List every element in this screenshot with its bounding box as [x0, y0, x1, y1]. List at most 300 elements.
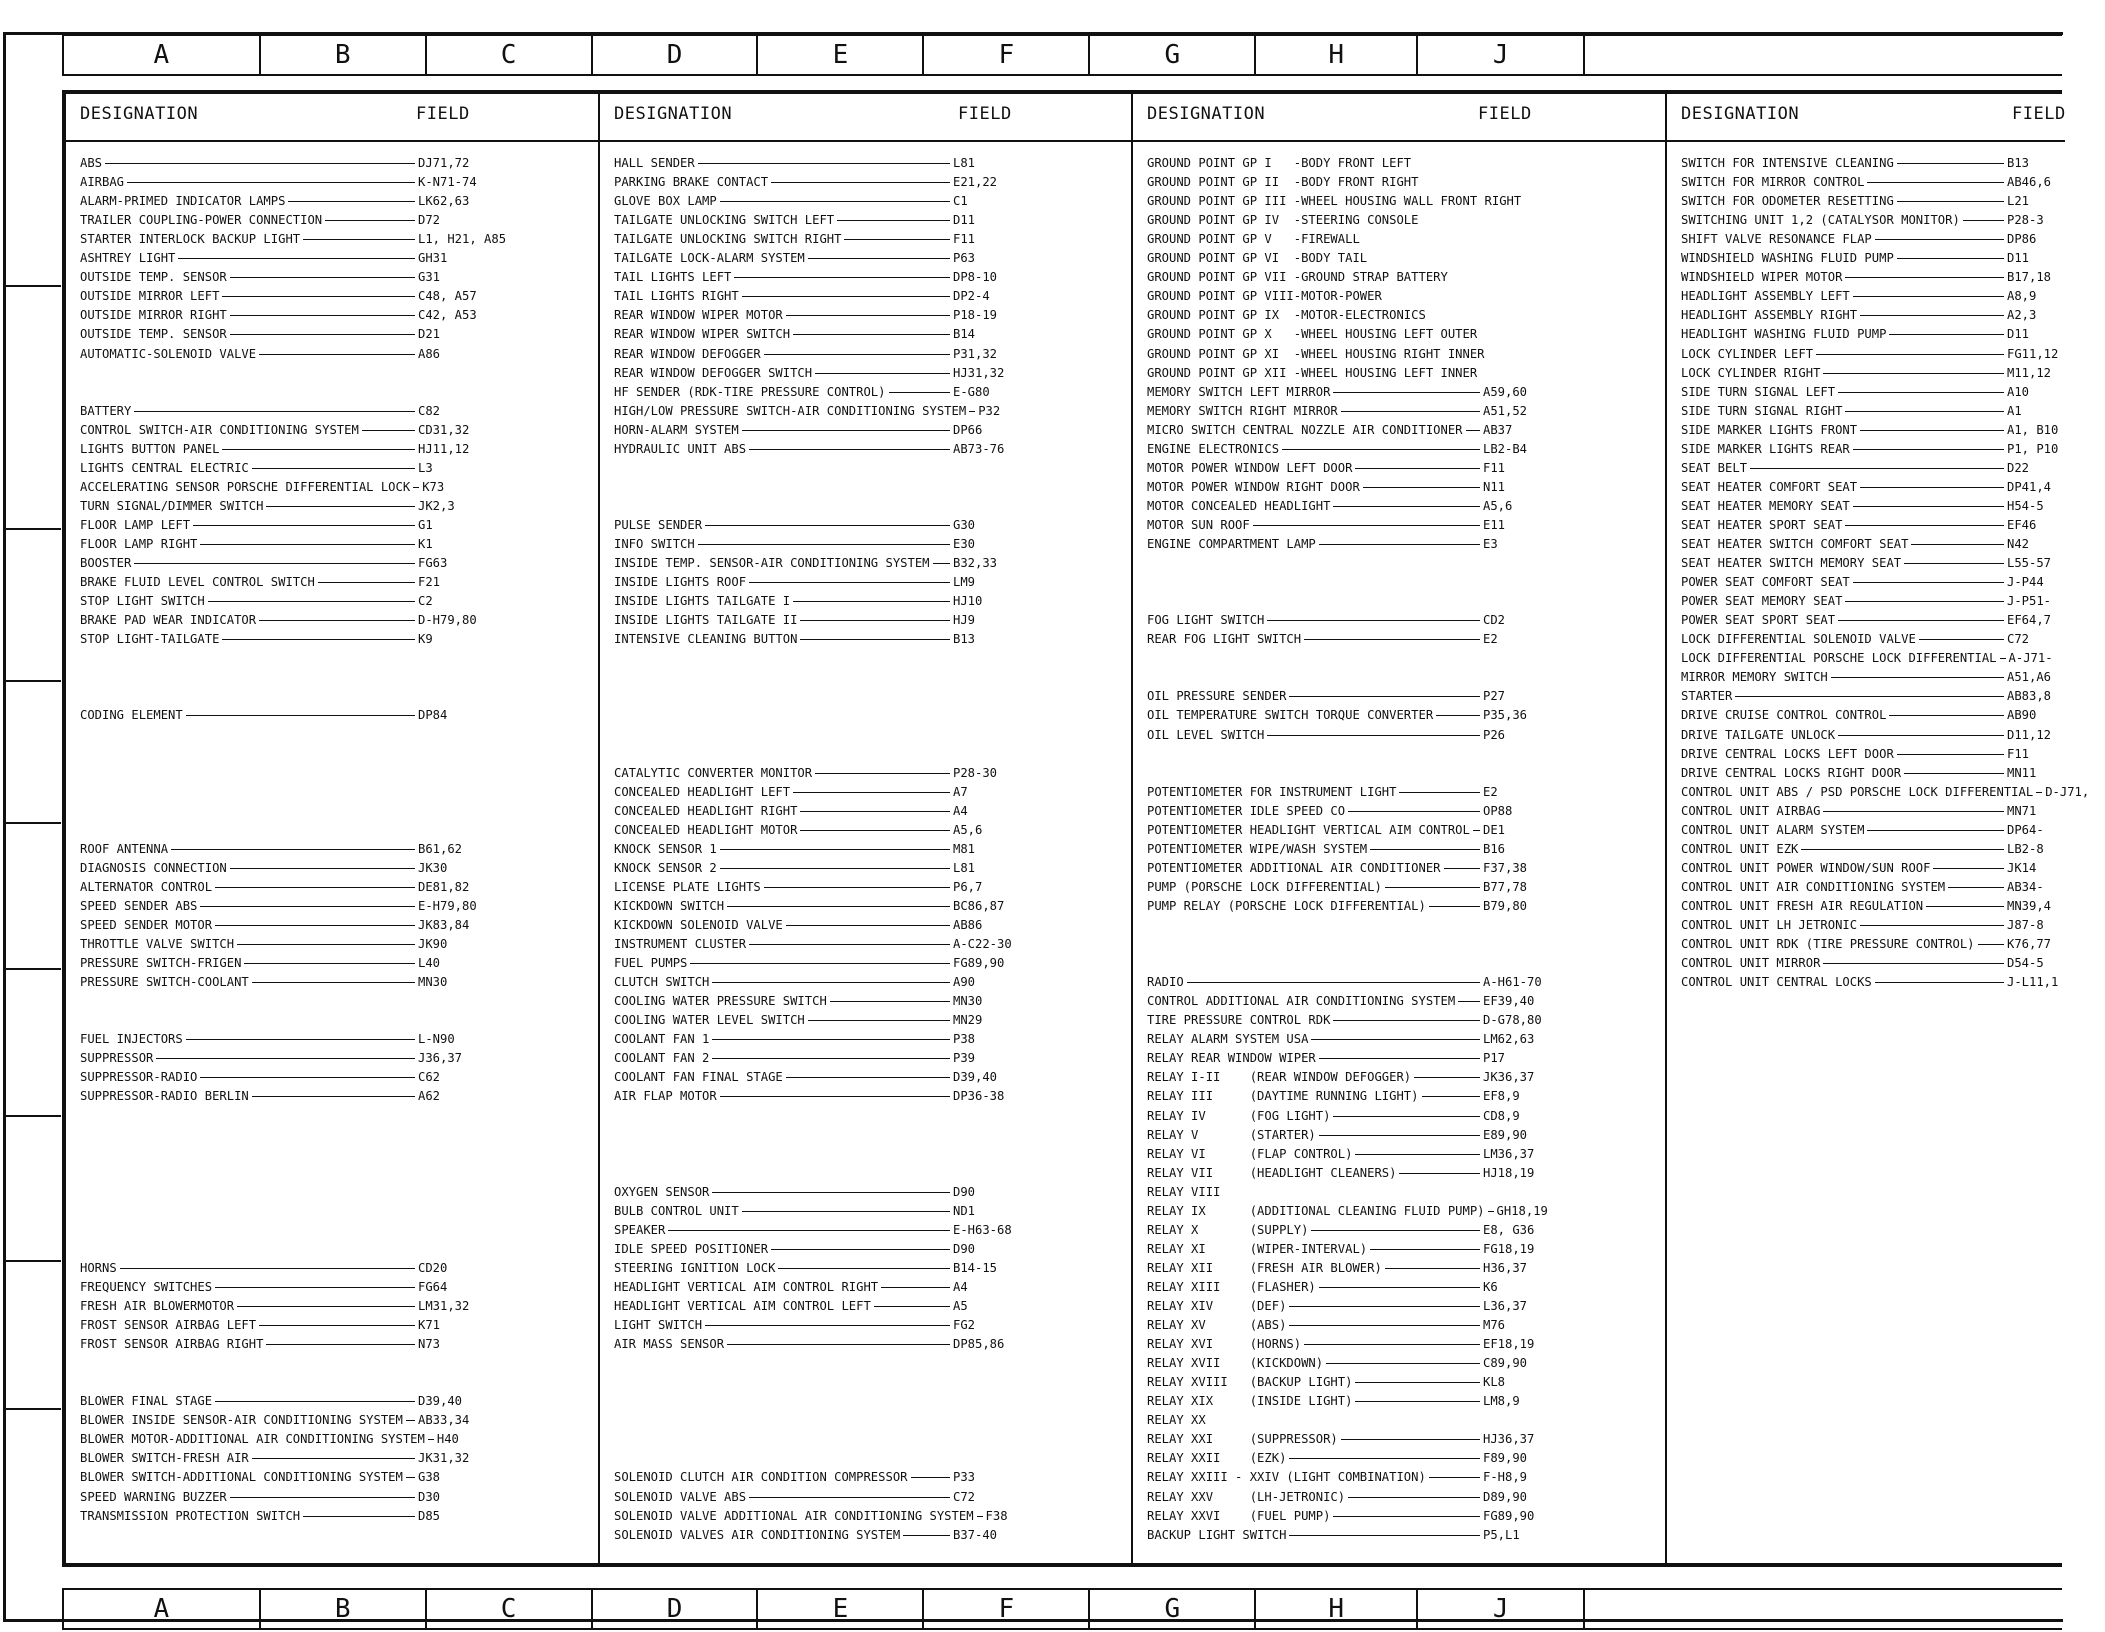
- index-entry: [1681, 897, 2067, 916]
- entry-field: DP2-4: [953, 289, 990, 304]
- entry-field: C42, A53: [418, 308, 477, 323]
- leader-line: [815, 773, 950, 774]
- index-entry: [1147, 478, 1543, 497]
- leader-line: [1429, 315, 1480, 316]
- index-entry: [80, 1468, 478, 1487]
- leader-line: [105, 163, 415, 164]
- index-entry: [1681, 611, 2067, 630]
- leader-line: [1488, 354, 1494, 355]
- index-entry: [80, 1449, 478, 1468]
- leader-line: [186, 1039, 415, 1040]
- entry-field: E-H63-68: [953, 1222, 1012, 1237]
- entry-designation: RELAY XX: [1147, 1413, 1206, 1428]
- index-entry: [1681, 859, 2067, 878]
- grid-letter-f: F: [924, 1590, 1090, 1628]
- index-entry: [1147, 1126, 1543, 1145]
- entry-designation: LOCK DIFFERENTIAL SOLENOID VALVE: [1681, 632, 1916, 647]
- entry-designation: POTENTIOMETER WIPE/WASH SYSTEM: [1147, 841, 1368, 856]
- index-entry: [80, 154, 478, 173]
- entry-field: DP64-: [2007, 822, 2044, 837]
- leader-line: [698, 544, 950, 545]
- entry-field: B17,18: [2007, 270, 2052, 285]
- leader-line: [186, 715, 415, 716]
- entry-field: LM8,9: [1483, 1394, 1520, 1409]
- entry-designation: COOLANT FAN 2: [614, 1051, 710, 1066]
- entry-designation: FROST SENSOR AIRBAG LEFT: [80, 1318, 257, 1333]
- leader-line: [1385, 296, 1480, 297]
- entry-field: DE81,82: [418, 879, 470, 894]
- entry-designation: BRAKE PAD WEAR INDICATOR: [80, 613, 257, 628]
- entry-designation: RELAY REAR WINDOW WIPER: [1147, 1051, 1316, 1066]
- index-entry: [1147, 154, 1543, 173]
- index-entry: [1681, 916, 2067, 935]
- entry-designation: ASHTREY LIGHT: [80, 251, 176, 266]
- entry-designation: ABS: [80, 156, 103, 170]
- entry-designation: SWITCH FOR ODOMETER RESETTING: [1681, 194, 1894, 209]
- entry-designation: SWITCH FOR INTENSIVE CLEANING: [1681, 156, 1894, 170]
- entry-designation: INSIDE LIGHTS TAILGATE II: [614, 613, 798, 628]
- entry-field: P39: [953, 1051, 976, 1066]
- leader-line: [837, 220, 950, 221]
- leader-line: [171, 849, 415, 850]
- index-entry: [1681, 154, 2067, 173]
- entry-field: B16: [1483, 841, 1506, 856]
- index-entry: [1147, 173, 1543, 192]
- entry-field: A2,3: [2007, 308, 2037, 323]
- leader-line: [881, 1287, 950, 1288]
- leader-line: [1933, 868, 2004, 869]
- index-entry: [614, 154, 1013, 173]
- column-header: [1667, 92, 2065, 142]
- leader-line: [1838, 392, 2004, 393]
- entry-field: CD31,32: [418, 422, 470, 437]
- entry-designation: RELAY VIII: [1147, 1184, 1221, 1199]
- index-entry: [1147, 402, 1543, 421]
- entry-designation: HORNS: [80, 1260, 117, 1275]
- entry-designation: ALTERNATOR CONTROL: [80, 879, 213, 894]
- entry-field: AB83,8: [2007, 689, 2052, 704]
- index-entry: [614, 897, 1013, 916]
- entry-designation: SOLENOID VALVES AIR CONDITIONING SYSTEM: [614, 1527, 901, 1542]
- entry-designation: TAILGATE LOCK-ALARM SYSTEM: [614, 251, 805, 266]
- leader-line: [178, 258, 415, 259]
- grid-letter-a: A: [64, 1590, 261, 1628]
- entry-field: P31,32: [953, 346, 998, 361]
- leader-line: [1311, 1230, 1480, 1231]
- entry-designation: RELAY XVIII (BACKUP LIGHT): [1147, 1375, 1353, 1390]
- entry-field: D-J71,: [2045, 784, 2090, 799]
- frame-tick: [3, 1115, 61, 1117]
- index-entry: [1147, 1392, 1543, 1411]
- entry-field: EF46: [2007, 517, 2037, 532]
- entry-designation: TAIL LIGHTS LEFT: [614, 270, 732, 285]
- index-entry: [614, 573, 1013, 592]
- entry-field: LB2-B4: [1483, 441, 1528, 456]
- leader-line: [252, 1096, 415, 1097]
- entry-field: J87-8: [2007, 918, 2044, 932]
- entry-designation: GROUND POINT GP IV -STEERING CONSOLE: [1147, 213, 1419, 228]
- entry-designation: ENGINE ELECTRONICS: [1147, 441, 1280, 456]
- index-entry: [1681, 249, 2067, 268]
- leader-line: [200, 1077, 415, 1078]
- entry-designation: MOTOR CONCEALED HEADLIGHT: [1147, 498, 1331, 513]
- entry-field: P17: [1483, 1051, 1506, 1066]
- index-entry: [1147, 1278, 1543, 1297]
- index-entry: [1147, 1221, 1543, 1240]
- leader-line: [800, 639, 950, 640]
- entry-field: A86: [418, 346, 441, 361]
- leader-line: [874, 1306, 950, 1307]
- entry-designation: RELAY VI (FLAP CONTROL): [1147, 1146, 1353, 1161]
- leader-line: [1823, 373, 2004, 374]
- leader-line: [1267, 735, 1480, 736]
- index-entry: [80, 535, 478, 554]
- index-entry: [80, 1068, 478, 1087]
- leader-line: [771, 1249, 950, 1250]
- index-entry: [1147, 1526, 1543, 1545]
- index-entry: [1147, 1430, 1543, 1449]
- entry-designation: MOTOR POWER WINDOW RIGHT DOOR: [1147, 479, 1360, 494]
- leader-line: [1860, 925, 2004, 926]
- entry-field: K1: [418, 537, 433, 551]
- entry-designation: SOLENOID VALVE ABS: [614, 1489, 747, 1504]
- entry-designation: LOCK DIFFERENTIAL PORSCHE LOCK DIFFERENTIAL: [1681, 651, 1997, 666]
- leader-line: [793, 601, 950, 602]
- entry-designation: RELAY XIV (DEF): [1147, 1299, 1287, 1313]
- entry-designation: TAILGATE UNLOCKING SWITCH RIGHT: [614, 232, 842, 247]
- entry-field: A8,9: [2007, 289, 2037, 304]
- entry-designation: WINDSHIELD WASHING FLUID PUMP: [1681, 251, 1894, 266]
- entry-field: P6,7: [953, 879, 983, 894]
- entry-designation: GROUND POINT GP XI -WHEEL HOUSING RIGHT INNER: [1147, 346, 1485, 361]
- entry-field: DP8-10: [953, 270, 998, 285]
- grid-reference-bottom: [62, 1588, 2062, 1630]
- entry-field: JK2,3: [418, 498, 455, 513]
- entry-designation: STOP LIGHT-TAILGATE: [80, 632, 220, 647]
- index-entry: [1147, 821, 1543, 840]
- index-entry: [614, 973, 1013, 992]
- entry-designation: AIRBAG: [80, 175, 125, 190]
- leader-line: [720, 1096, 950, 1097]
- designation-header: DESIGNATION: [1147, 104, 1266, 124]
- entry-field: DP84: [418, 708, 448, 723]
- frame-tick: [3, 1408, 61, 1410]
- entry-designation: RELAY XIX (INSIDE LIGHT): [1147, 1394, 1353, 1409]
- index-entry: [80, 440, 478, 459]
- entry-designation: RELAY ALARM SYSTEM USA: [1147, 1032, 1309, 1047]
- entry-field: AB86: [953, 918, 983, 932]
- entry-field: B13: [2007, 156, 2030, 170]
- index-entry: [1147, 287, 1543, 306]
- index-entry: [1681, 173, 2067, 192]
- leader-line: [933, 563, 950, 564]
- leader-line: [2000, 658, 2006, 659]
- entry-field: F-H8,9: [1483, 1470, 1528, 1485]
- entry-designation: KNOCK SENSOR 1: [614, 841, 717, 856]
- entry-designation: POWER SEAT MEMORY SEAT: [1681, 594, 1843, 609]
- leader-line: [156, 1058, 415, 1059]
- leader-line: [1816, 354, 2004, 355]
- entry-field: KL8: [1483, 1375, 1506, 1390]
- leader-line: [668, 1230, 950, 1231]
- index-entry: [614, 859, 1013, 878]
- index-entry: [1681, 192, 2067, 211]
- entry-designation: HALL SENDER: [614, 156, 695, 170]
- leader-line: [325, 220, 415, 221]
- designation-header: DESIGNATION: [614, 104, 733, 124]
- entry-field: A51,52: [1483, 403, 1528, 418]
- leader-line: [1875, 982, 2004, 983]
- leader-line: [259, 354, 415, 355]
- entry-field: F11: [1483, 460, 1506, 475]
- entry-field: A62: [418, 1089, 441, 1104]
- entry-designation: BACKUP LIGHT SWITCH: [1147, 1527, 1287, 1542]
- leader-line: [200, 906, 415, 907]
- entry-field: P38: [953, 1032, 976, 1047]
- entry-designation: LIGHTS BUTTON PANEL: [80, 441, 220, 456]
- entry-designation: RELAY XII (FRESH AIR BLOWER): [1147, 1260, 1382, 1275]
- leader-line: [1897, 754, 2004, 755]
- leader-line: [1867, 830, 2004, 831]
- entry-designation: OUTSIDE MIRROR LEFT: [80, 289, 220, 304]
- entry-field: D90: [953, 1241, 976, 1256]
- leader-line: [134, 411, 415, 412]
- leader-line: [1319, 1058, 1480, 1059]
- entry-field: F11: [2007, 746, 2030, 761]
- entry-field: E-H79,80: [418, 898, 477, 913]
- entry-designation: POWER SEAT COMFORT SEAT: [1681, 575, 1850, 590]
- index-entry: [614, 306, 1013, 325]
- entry-designation: TIRE PRESSURE CONTROL RDK: [1147, 1013, 1331, 1028]
- index-entry: [80, 1087, 478, 1106]
- leader-line: [1845, 601, 2004, 602]
- index-entry: [1147, 383, 1543, 402]
- index-entry: [614, 611, 1013, 630]
- entry-field: B37-40: [953, 1527, 998, 1542]
- index-entry: [614, 1507, 1013, 1526]
- entry-designation: CONTROL ADDITIONAL AIR CONDITIONING SYSTEM: [1147, 994, 1456, 1009]
- leader-line: [1282, 449, 1480, 450]
- entry-field: G31: [418, 270, 441, 285]
- index-entry: [614, 211, 1013, 230]
- leader-line: [1289, 1325, 1480, 1326]
- leader-line: [127, 182, 415, 183]
- entry-field: P26: [1483, 727, 1506, 742]
- leader-line: [230, 277, 415, 278]
- entry-designation: FREQUENCY SWITCHES: [80, 1279, 213, 1294]
- leader-line: [778, 1268, 950, 1269]
- index-entry: [1681, 573, 2067, 592]
- leader-line: [764, 887, 950, 888]
- entry-field: A90: [953, 975, 976, 990]
- leader-line: [808, 258, 950, 259]
- leader-line: [705, 525, 950, 526]
- grid-letter-blank: [1585, 36, 2062, 74]
- entry-designation: AIR FLAP MOTOR: [614, 1089, 717, 1104]
- index-entry: [80, 1430, 478, 1449]
- entry-field: MN30: [953, 994, 983, 1009]
- index-entry: [1681, 211, 2067, 230]
- index-entry: [1147, 345, 1543, 364]
- leader-line: [406, 1420, 415, 1421]
- entry-designation: MEMORY SWITCH LEFT MIRROR: [1147, 384, 1331, 399]
- leader-line: [288, 201, 415, 202]
- entry-designation: SUPPRESSOR-RADIO: [80, 1070, 198, 1085]
- entry-field: N42: [2007, 537, 2030, 551]
- entry-designation: COOLANT FAN FINAL STAGE: [614, 1070, 783, 1085]
- entry-designation: OIL PRESSURE SENDER: [1147, 689, 1287, 704]
- entry-designation: TRAILER COUPLING-POWER CONNECTION: [80, 213, 323, 228]
- leader-line: [1187, 982, 1480, 983]
- entry-field: D39,40: [953, 1070, 998, 1085]
- leader-line: [252, 468, 415, 469]
- leader-line: [252, 982, 415, 983]
- entry-field: K71: [418, 1318, 441, 1333]
- entry-field: C2: [418, 594, 433, 609]
- leader-line: [698, 163, 950, 164]
- entry-field: A1, B10: [2007, 422, 2059, 437]
- index-entry: [1147, 268, 1543, 287]
- entry-designation: RELAY XXV (LH-JETRONIC): [1147, 1489, 1346, 1504]
- entry-designation: KICKDOWN SWITCH: [614, 898, 725, 913]
- leader-line: [1355, 1154, 1480, 1155]
- entry-designation: RELAY XVII (KICKDOWN): [1147, 1356, 1324, 1371]
- leader-line: [1289, 1535, 1480, 1536]
- index-entry: [80, 192, 478, 211]
- entry-field: F21: [418, 575, 441, 590]
- leader-line: [1845, 411, 2004, 412]
- grid-letter-b: B: [261, 36, 427, 74]
- leader-line: [1823, 963, 2004, 964]
- entry-field: LM36,37: [1483, 1146, 1535, 1161]
- field-header: FIELD: [1478, 104, 1532, 124]
- leader-line: [230, 315, 415, 316]
- index-entry: [614, 383, 1013, 402]
- entry-designation: HEADLIGHT VERTICAL AIM CONTROL RIGHT: [614, 1279, 879, 1294]
- leader-line: [1348, 811, 1480, 812]
- entry-designation: INSIDE LIGHTS ROOF: [614, 575, 747, 590]
- entry-designation: RELAY I-II (REAR WINDOW DEFOGGER): [1147, 1070, 1412, 1085]
- entry-field: F11: [953, 232, 976, 247]
- column-header: [1133, 92, 1665, 142]
- index-entry: [80, 859, 478, 878]
- leader-line: [1333, 1516, 1480, 1517]
- entry-field: L55-57: [2007, 556, 2052, 571]
- index-entry: [1147, 840, 1543, 859]
- entry-designation: GROUND POINT GP V -FIREWALL: [1147, 232, 1360, 247]
- entry-designation: RELAY XXI (SUPPRESSOR): [1147, 1432, 1338, 1447]
- leader-line: [1801, 849, 2004, 850]
- entry-field: DP86: [2007, 232, 2037, 247]
- index-entry: [614, 1259, 1013, 1278]
- index-entry: [614, 764, 1013, 783]
- entry-designation: TURN SIGNAL/DIMMER SWITCH: [80, 498, 264, 513]
- leader-line: [1333, 1020, 1480, 1021]
- entry-designation: FUEL INJECTORS: [80, 1032, 183, 1047]
- designation-header: DESIGNATION: [80, 104, 199, 124]
- entry-field: AB90: [2007, 708, 2037, 723]
- leader-line: [1524, 201, 1530, 202]
- leader-line: [215, 1401, 415, 1402]
- entry-designation: BLOWER SWITCH-FRESH AIR: [80, 1451, 249, 1466]
- index-entry: [614, 1183, 1013, 1202]
- leader-line: [1897, 201, 2004, 202]
- index-entry: [614, 992, 1013, 1011]
- leader-line: [318, 582, 415, 583]
- entry-designation: STOP LIGHT SWITCH: [80, 594, 205, 609]
- index-entry: [1681, 497, 2067, 516]
- leader-line: [800, 830, 950, 831]
- entry-designation: WINDSHIELD WIPER MOTOR: [1681, 270, 1843, 285]
- leader-line: [1422, 220, 1481, 221]
- entry-designation: CONTROL UNIT AIRBAG: [1681, 803, 1821, 818]
- leader-line: [1904, 773, 2004, 774]
- index-entry: [1681, 973, 2067, 992]
- entry-designation: CONTROL UNIT RDK (TIRE PRESSURE CONTROL): [1681, 937, 1975, 952]
- entry-designation: RELAY XV (ABS): [1147, 1318, 1287, 1333]
- entry-designation: GROUND POINT GP XII -WHEEL HOUSING LEFT INNER: [1147, 365, 1478, 380]
- index-entry: [1147, 897, 1543, 916]
- index-entry: [614, 249, 1013, 268]
- entry-designation: AUTOMATIC-SOLENOID VALVE: [80, 346, 257, 361]
- index-entry: [1681, 345, 2067, 364]
- index-entry: [1147, 1335, 1543, 1354]
- entry-designation: CATALYTIC CONVERTER MONITOR: [614, 765, 813, 780]
- entry-designation: GROUND POINT GP III -WHEEL HOUSING WALL FRONT RIGHT: [1147, 194, 1522, 209]
- index-entry: [614, 821, 1013, 840]
- entry-field: P28-3: [2007, 213, 2044, 228]
- leader-line: [1897, 163, 2004, 164]
- entry-field: D39,40: [418, 1394, 463, 1409]
- entry-field: G1: [418, 517, 433, 532]
- index-entry: [80, 345, 478, 364]
- index-entry: [80, 1049, 478, 1068]
- index-entry: [1681, 840, 2067, 859]
- entry-field: B61,62: [418, 841, 463, 856]
- entry-field: K9: [418, 632, 433, 647]
- index-entry: [614, 1221, 1013, 1240]
- index-entry: [1147, 992, 1543, 1011]
- entry-field: DP85,86: [953, 1337, 1005, 1352]
- index-entry: [80, 1507, 478, 1526]
- frame-tick: [3, 528, 61, 530]
- entry-field: LB2-8: [2007, 841, 2044, 856]
- entry-designation: SUPPRESSOR: [80, 1051, 154, 1066]
- index-entry: [80, 1297, 478, 1316]
- index-entry: [1681, 630, 2067, 649]
- entry-designation: RELAY XVI (HORNS): [1147, 1337, 1302, 1352]
- index-entry: [80, 592, 478, 611]
- designation-header: DESIGNATION: [1681, 104, 1800, 124]
- index-entry: [80, 935, 478, 954]
- grid-letter-j: J: [1418, 36, 1585, 74]
- leader-line: [764, 354, 950, 355]
- entry-designation: RELAY XXII (EZK): [1147, 1451, 1287, 1466]
- entry-designation: PUMP RELAY (PORSCHE LOCK DIFFERENTIAL): [1147, 898, 1426, 913]
- leader-line: [1473, 830, 1480, 831]
- grid-letter-g: G: [1090, 1590, 1256, 1628]
- leader-line: [815, 373, 950, 374]
- leader-line: [742, 296, 950, 297]
- leader-line: [734, 277, 950, 278]
- entry-designation: SWITCH FOR MIRROR CONTROL: [1681, 175, 1865, 190]
- leader-line: [720, 868, 950, 869]
- entry-designation: PRESSURE SWITCH-COOLANT: [80, 975, 249, 990]
- index-entry: [1147, 1107, 1543, 1126]
- entry-field: B79,80: [1483, 898, 1528, 913]
- entry-field: A-J71-: [2008, 651, 2053, 666]
- entry-designation: COOLING WATER LEVEL SWITCH: [614, 1013, 805, 1028]
